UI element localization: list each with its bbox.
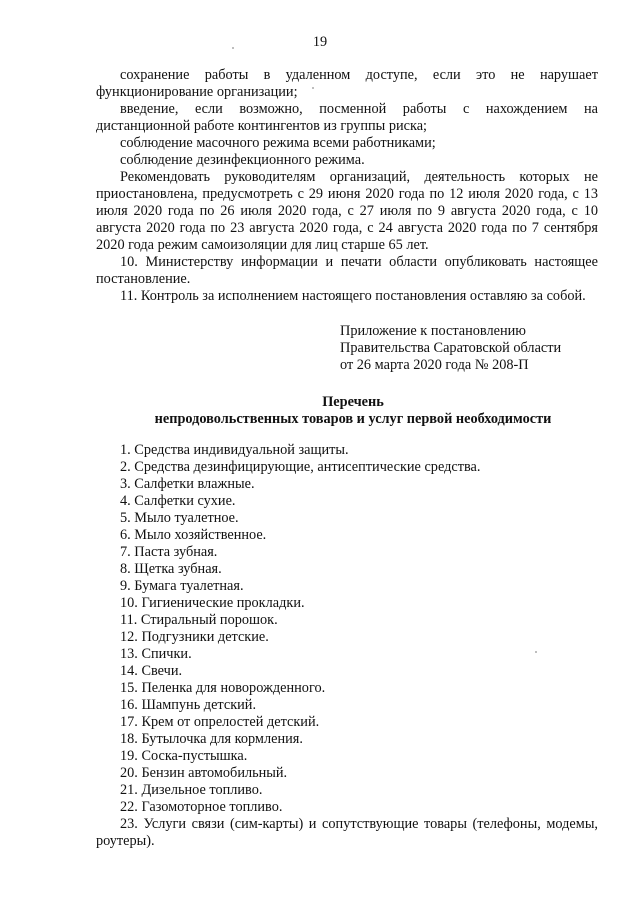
appendix-header — [340, 323, 600, 374]
paragraph-disinfection: соблюдение дезинфекционного режима. — [120, 152, 365, 168]
list-item: 8. Щетка зубная. — [120, 561, 222, 577]
list-item: 22. Газомоторное топливо. — [120, 799, 283, 815]
appendix-line: от 26 марта 2020 года № 208-П — [340, 357, 529, 373]
paragraph-mask-regime: соблюдение масочного режима всеми работниками; — [120, 135, 436, 151]
list-item: 5. Мыло туалетное. — [120, 510, 239, 526]
list-item: 3. Салфетки влажные. — [120, 476, 255, 492]
page-number: 19 — [312, 34, 328, 50]
list-title: Перечень — [322, 394, 384, 410]
list-item: 21. Дизельное топливо. — [120, 782, 263, 798]
list-item: 2. Средства дезинфицирующие, антисептические средства. — [120, 459, 481, 475]
list-item: 20. Бензин автомобильный. — [120, 765, 288, 781]
paragraph-remote-work: сохранение работы в удаленном доступе, если это не нарушает функционирование организации; — [96, 67, 598, 100]
body-text — [96, 67, 598, 305]
list-item: 16. Шампунь детский. — [120, 697, 257, 713]
list-subtitle: непродовольственных товаров и услуг первой необходимости — [154, 411, 552, 427]
paragraph-self-isolation: Рекомендовать руководителям организаций, деятельность которых не приостановлена, предусмотреть с 29 июня 2020 года по 12 июля 2020 года, с 13 июля 2020 года по 26 июля 2020 года, с 27 июля по 9 августа 2020 года, с 10 августа 2020 года по 23 августа 2020 года, с 24 августа 2020 года по 7 сентября 2020 года режим самоизоляции для лиц старше 65 лет. — [96, 169, 598, 253]
paragraph-shift-work: введение, если возможно, посменной работы с нахождением на дистанционной работе контингентов из группы риска; — [96, 101, 598, 134]
list-item: 19. Соска-пустышка. — [120, 748, 248, 764]
list-item: 4. Салфетки сухие. — [120, 493, 236, 509]
list-item: 12. Подгузники детские. — [120, 629, 269, 645]
scan-speck — [312, 87, 314, 89]
list-item: 14. Свечи. — [120, 663, 183, 679]
goods-list — [96, 442, 598, 850]
list-heading — [0, 394, 640, 428]
list-item: 6. Мыло хозяйственное. — [120, 527, 267, 543]
appendix-line: Приложение к постановлению — [340, 323, 526, 339]
list-item: 9. Бумага туалетная. — [120, 578, 244, 594]
list-item: 7. Паста зубная. — [120, 544, 218, 560]
list-item: 15. Пеленка для новорожденного. — [120, 680, 326, 696]
list-item: 10. Гигиенические прокладки. — [120, 595, 305, 611]
paragraph-ministry: 10. Министерству информации и печати области опубликовать настоящее постановление. — [96, 254, 598, 287]
appendix-line: Правительства Саратовской области — [340, 340, 562, 356]
paragraph-control: 11. Контроль за исполнением настоящего постановления оставляю за собой. — [120, 288, 586, 304]
list-item: 18. Бутылочка для кормления. — [120, 731, 303, 747]
list-item: 23. Услуги связи (сим-карты) и сопутствующие товары (телефоны, модемы, роутеры). — [96, 816, 598, 849]
list-item: 1. Средства индивидуальной защиты. — [120, 442, 349, 458]
list-item: 17. Крем от опрелостей детский. — [120, 714, 320, 730]
list-item: 11. Стиральный порошок. — [120, 612, 278, 628]
list-item: 13. Спички. — [120, 646, 192, 662]
scan-speck — [232, 47, 234, 49]
scan-speck — [535, 651, 537, 653]
